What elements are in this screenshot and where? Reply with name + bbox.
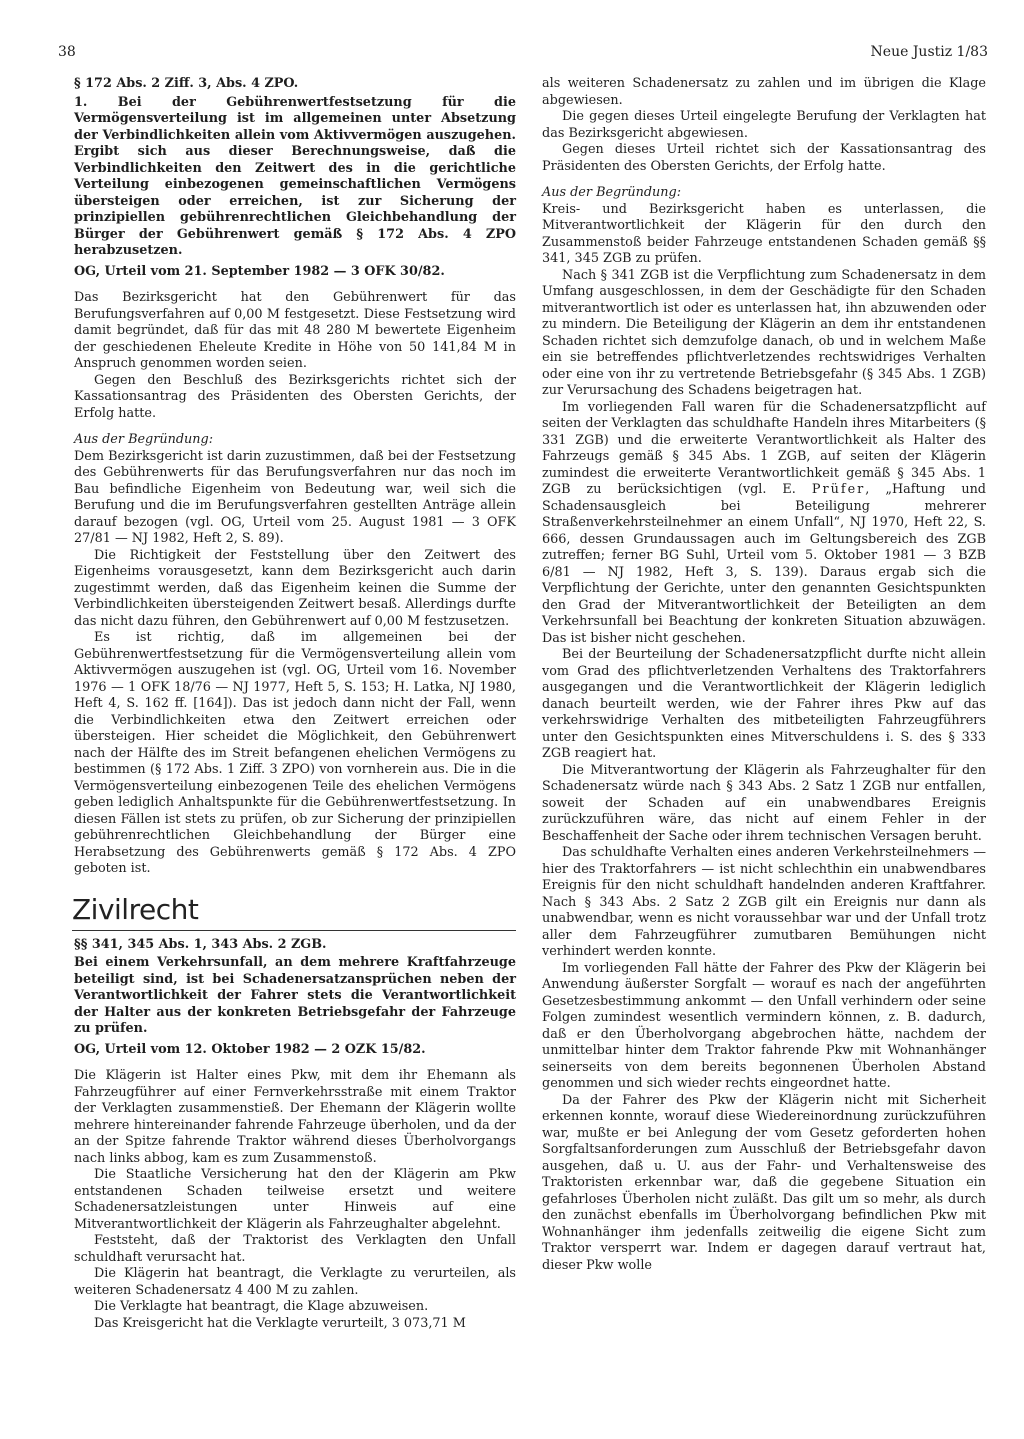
case2-reason-paragraph: Kreis- und Bezirksgericht haben es unterlassen, die Mitverantwortlichkeit der Klägerin für den durch den Zusammenstoß beider Fahrzeuge entstandenen Schaden gemäß §§ 341, 345 ZGB zu prüfen. — [542, 201, 986, 266]
case2-paragraph: als weiteren Schadenersatz zu zahlen und im übrigen die Klage abgewiesen. — [542, 76, 986, 108]
case2-reason-paragraph: Nach § 341 ZGB ist die Verpflichtung zum Schadenersatz in dem Umfang ausgeschlossen, in dem der Geschädigte für den Schaden mitverantwortlich ist oder es unterlassen hat, ihn abzuwenden oder zu mindern. Die Beteiligung der Klägerin an dem ihr entstandenen Schaden richtet sich demzufolge danach, ob und in welchem Maße ein sie betreffendes pflichtverletzendes rechtswidriges Verhalten oder eine von ihr zu vertretende Betriebsgefahr (§ 345 Abs. 1 ZGB) zur Verursachung des Schadens beigetragen hat. — [542, 267, 986, 398]
case2-paragraph: Die Staatliche Versicherung hat den der Klägerin am Pkw entstandenen Schaden teilweise ersetzt und weitere Schadenersatzleistungen unter Hinweis auf eine Mitverantwortlichkeit der Klägerin als Fahrzeughalter abgelehnt. — [74, 1167, 516, 1232]
case1-reason-label: Aus der Begründung: — [74, 432, 214, 447]
case1-reason-paragraph: Die Richtigkeit der Feststellung über den Zeitwert des Eigenheims vorausgesetzt, kann dem Bezirksgericht auch darin zugestimmt werden, daß das Eigenheim keinen die Summe der Verbindlichkeiten übersteigenden Zeitwert besaß. Allerdings durfte das nicht dazu führen, den Gebührenwert auf 0,00 M festzusetzen. — [74, 547, 516, 629]
case2-reason-paragraph — [542, 400, 986, 648]
case2-reason-paragraph: Da der Fahrer des Pkw der Klägerin nicht mit Sicherheit erkennen konnte, worauf diese Wiedereinordnung zurückzuführen war, mußte er bei Anlegung der vom Gesetz geforderten hohen Sorgfaltsanforderungen zum Ausschluß der Betriebsgefahr davon ausgehen, daß u. U. aus der Fahr- und Verhaltensweise des Traktoristen erkennbar war, daß die gegebene Situation ein gefahrloses Überholen nicht zuläßt. Das gilt um so mehr, als durch den zunächst ebenfalls im Überholvorgang befindlichen Pkw mit Wohnanhänger ihm jedenfalls zeitweilig die eigene Sicht zum Traktor versperrt war. Indem er dagegen darauf vertraut hat, dieser Pkw wolle — [542, 1092, 986, 1273]
case2-headnote: Bei einem Verkehrsunfall, an dem mehrere Kraftfahrzeuge beteiligt sind, ist bei Schadenersatzansprüchen neben der Verantwortlichkeit der Fahrer stets die Verantwortlichkeit der Halter aus der konkreten Betriebsgefahr der Fahrzeuge zu prüfen. — [74, 955, 516, 1036]
case2-paragraph: Die Klägerin ist Halter eines Pkw, mit dem ihr Ehemann als Fahrzeugführer auf einer Fernverkehrsstraße mit einem Traktor der Verklagten zusammenstieß. Der Ehemann der Klägerin wollte mehrere hintereinander fahrende Fahrzeuge überholen, und da der an der Spitze fahrende Traktor während dieses Überholvorgangs nach links abbog, kam es zum Zusammenstoß. — [74, 1068, 516, 1166]
case2-paragraph: Die Klägerin hat beantragt, die Verklagte zu verurteilen, als weiteren Schadenersatz 4 400 M zu zahlen. — [74, 1266, 516, 1298]
case2-paragraph: Feststeht, daß der Traktorist des Verklagten den Unfall schuldhaft verursacht hat. — [74, 1233, 516, 1265]
case1-heading: § 172 Abs. 2 Ziff. 3, Abs. 4 ZPO. — [74, 76, 299, 91]
case2-paragraph: Die Verklagte hat beantragt, die Klage abzuweisen. — [94, 1299, 429, 1314]
case2-paragraph: Das Kreisgericht hat die Verklagte verurteilt, 3 073,71 M — [94, 1315, 466, 1331]
case2-heading: §§ 341, 345 Abs. 1, 343 Abs. 2 ZGB. — [74, 936, 327, 952]
case1-reason-paragraph: Es ist richtig, daß im allgemeinen bei der Gebührenwertfestsetzung für die Vermögensverteilung allein vom Aktivvermögen auszugehen ist (vgl. OG, Urteil vom 16. November 1976 — 1 OFK 18/76 — NJ 1977, Heft 5, S. 153; H. Latka, NJ 1980, Heft 4, S. 162 ff. [164]). Das ist jedoch dann nicht der Fall, wenn die Verbindlichkeiten etwa den Zeitwert erreichen oder übersteigen. Hier scheidet die Möglichkeit, den Gebührenwert nach der Hälfte des im Streit befangenen ehelichen Vermögens zu bestimmen (§ 172 Abs. 1 Ziff. 3 ZPO) von vornherein aus. Die in die Vermögensverteilung einbezogenen Teile des ehelichen Vermögens geben lediglich Anhaltspunkte für die Gebührenwertfestsetzung. In diesen Fällen ist stets zu prüfen, ob zur Sicherung der prinzipiellen gebührenrechtlichen Gleichbehandlung der Bürger eine Herabsetzung des Gebührenwerts gemäß § 172 Abs. 4 ZPO geboten ist. — [74, 630, 516, 876]
case2-reason-label: Aus der Begründung: — [542, 185, 682, 200]
author-name: Prüfer — [811, 482, 866, 497]
page-number: 38 — [58, 44, 76, 60]
case1-paragraph: Gegen den Beschluß des Bezirksgerichts richtet sich der Kassationsantrag des Präsidenten des Obersten Gerichts, der Erfolg hatte. — [74, 372, 516, 421]
case2-reason-paragraph: Das schuldhafte Verhalten eines anderen Verkehrsteilnehmers — hier des Traktorfahrers — ist nicht schlechthin ein unabwendbares Ereignis für den nicht schuldhaft handelnden anderen Kraftfahrer. Nach § 343 Abs. 2 Satz 2 ZGB gilt ein Ereignis nur dann als unabwendbar, wenn es nicht voraussehbar war und der Unfall trotz aller dem Fahrzeugführer zumutbaren Bemühungen nicht verhindert werden konnte. — [542, 845, 986, 959]
reason-text: Im vorliegenden Fall waren für die Schadenersatzpflicht auf seiten der Verklagten das schuldhafte Handeln ihres Mitarbeiters (§ 331 ZGB) und die erweiterte Verantwortlichkeit als Halter des Fahrzeugs gemäß § 345 Abs. 1 ZGB, auf seiten der Klägerin zumindest die erweiterte Verantwortlichkeit gemäß § 345 Abs. 1 ZGB zu berücksichtigen (vgl. E. — [542, 399, 986, 497]
case2-paragraph: Die gegen dieses Urteil eingelegte Berufung der Verklagten hat das Bezirksgericht abgewiesen. — [542, 109, 986, 141]
case2-reason-paragraph: Die Mitverantwortung der Klägerin als Fahrzeughalter für den Schadenersatz würde nach § 343 Abs. 2 Satz 1 ZGB nur entfallen, soweit der Schaden auf ein unabwendbares Ereignis zurückzuführen wäre, das nicht auf einem Fehler in der Beschaffenheit der Sache oder ihrem technischen Versagen beruht. — [542, 762, 986, 844]
section-title: Zivilrecht — [72, 894, 516, 931]
journal-title: Neue Justiz 1/83 — [870, 44, 988, 60]
case2-reason-paragraph: Bei der Beurteilung der Schadenersatzpflicht durfte nicht allein vom Grad des pflichtverletzenden Verhaltens des Traktorfahrers ausgegangen und die Verantwortlichkeit der Klägerin lediglich danach beurteilt werden, wie der Fahrer ihres Pkw auf das verkehrswidrige Verhalten des mitbeteiligten Fahrzeugführers unter den Gesichtspunkten eines Mitverschuldens i. S. des § 333 ZGB reagiert hat. — [542, 647, 986, 761]
page-header — [58, 44, 988, 66]
reason-text: , „Haftung und Schadensausgleich bei Beteiligung mehrerer Straßenverkehrsteilnehmer an einem Unfall“, NJ 1970, Heft 22, S. 666, dessen Grundaussagen auch im Geltungsbereich des ZGB zutreffen; ferner BG Suhl, Urteil vom 5. Oktober 1981 — 3 BZB 6/81 — NJ 1982, Heft 3, S. 139). Daraus ergab sich die Verpflichtung der Gerichte, unter den genannten Gesichtspunkten den Grad der Mitverantwortlichkeit der Beteiligten an dem Verkehrsunfall bei Beachtung der konkreten Situation abzuwägen. Das ist bisher nicht geschehen. — [542, 482, 986, 646]
case2-paragraph: Gegen dieses Urteil richtet sich der Kassationsantrag des Präsidenten des Obersten Gerichts, der Erfolg hatte. — [542, 142, 986, 174]
case1-verdict: OG, Urteil vom 21. September 1982 — 3 OFK 30/82. — [74, 263, 445, 279]
case2-verdict: OG, Urteil vom 12. Oktober 1982 — 2 OZK 15/82. — [74, 1041, 426, 1057]
case1-headnote: 1. Bei der Gebührenwertfestsetzung für die Vermögensverteilung ist im allgemeinen unter Absetzung der Verbindlichkeiten allein vom Aktivvermögen auszugehen. Ergibt sich aus dieser Berechnungsweise, daß die Verbindlichkeiten den Zeitwert des in die gerichtliche Verteilung einbezogenen gemeinschaftlichen Vermögens übersteigen oder erreichen, ist zur Sicherung der prinzipiellen gebührenrechtlichen Gleichbehandlung der Bürger der Gebührenwert gemäß § 172 Abs. 4 ZPO herabzusetzen. — [74, 94, 516, 258]
left-column — [74, 76, 516, 1332]
case1-paragraph: Das Bezirksgericht hat den Gebührenwert für das Berufungsverfahren auf 0,00 M festgesetzt. Diese Festsetzung wird damit begründet, daß für das mit 48 280 M bewertete Eigenheim der geschiedenen Eheleute Kredite in Höhe von 50 141,84 M in Anspruch genommen worden seien. — [74, 290, 516, 371]
case1-reason-paragraph: Dem Bezirksgericht ist darin zuzustimmen, daß bei der Festsetzung des Gebührenwerts für das Berufungsverfahren nur das noch im Bau befindliche Eigenheim von Bedeutung war, weil sich die Berufung und die im Berufungsverfahren gestellten Anträge allein darauf bezogen (vgl. OG, Urteil vom 25. August 1981 — 3 OFK 27/81 — NJ 1982, Heft 2, S. 89). — [74, 448, 516, 546]
right-column — [542, 76, 986, 1274]
case2-reason-paragraph: Im vorliegenden Fall hätte der Fahrer des Pkw der Klägerin bei Anwendung äußerster Sorgfalt — worauf es nach der angeführten Gesetzesbestimmung ankommt — den Unfall verhindern oder seine Folgen zumindest wesentlich vermindern können, z. B. dadurch, daß er den Überholvorgang abgebrochen hätte, nachdem der unmittelbar hinter dem Traktor fahrende Pkw mit Wohnanhänger seinerseits von dem bereits begonnenen Überholen Abstand genommen und sich wieder rechts eingeordnet hatte. — [542, 960, 986, 1091]
